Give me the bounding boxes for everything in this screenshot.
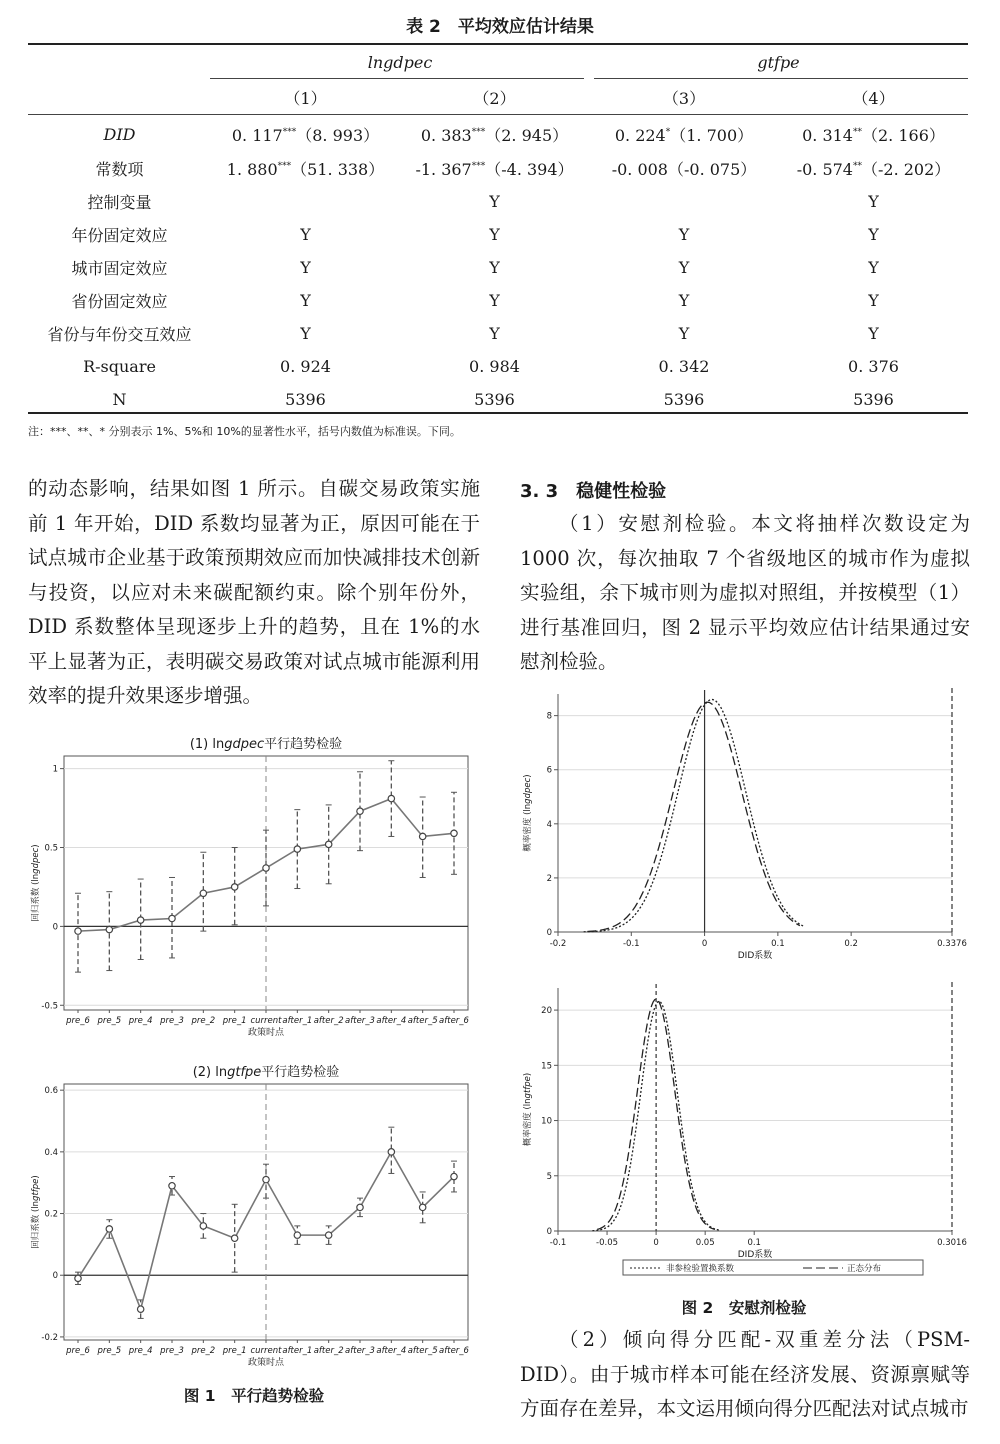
x-axis-label: DID系数: [737, 951, 773, 961]
y-axis-label-var: gtfpe: [523, 1076, 533, 1099]
table-cell: 0. 376: [848, 357, 899, 376]
table-cell: Y: [300, 291, 311, 310]
x-tick-label: 0.3016: [937, 1238, 967, 1248]
table-cell: Y: [489, 324, 500, 343]
table-note: 注：***、**、* 分别表示 1%、5%和 10%的显著性水平，括号内数值为标准误。下同。: [28, 425, 461, 438]
y-axis-label: [522, 774, 533, 851]
table-cell: Y: [868, 291, 879, 310]
data-point: [419, 833, 425, 839]
chart-title-var: gtfpe: [227, 1065, 262, 1080]
table-row: [28, 251, 968, 284]
t-value: （1. 700）: [670, 125, 754, 145]
x-tick-label: pre_6: [66, 1346, 90, 1356]
density-curve: [587, 702, 800, 931]
x-tick-label: 0: [653, 1238, 659, 1248]
table-cell: Y: [300, 258, 311, 277]
table-cell: [779, 116, 968, 152]
legend-label: 非参检验置换系数: [666, 1264, 735, 1274]
t-value: （8. 993）: [296, 125, 380, 145]
chart-title-suffix: 平行趋势检验: [261, 1065, 340, 1080]
x-tick-label: pre_5: [97, 1346, 122, 1356]
x-tick-label: pre_1: [222, 1016, 247, 1026]
table-cell: Y: [868, 324, 879, 343]
data-point: [169, 1183, 175, 1189]
data-point: [294, 1232, 300, 1238]
coef-value: -0. 574: [796, 160, 853, 179]
x-tick-label: after_4: [376, 1016, 407, 1026]
data-point: [451, 1173, 457, 1179]
x-tick-label: after_3: [345, 1346, 375, 1356]
coef-value: -0. 008: [611, 160, 668, 179]
y-tick-label: 15: [541, 1061, 552, 1072]
significance-stars: **: [852, 161, 862, 172]
y-axis-label-suffix: ): [523, 774, 533, 778]
coef-value: 0. 314: [802, 125, 853, 145]
x-tick-label: 0.3376: [937, 939, 967, 949]
chart-title: [190, 736, 342, 752]
x-tick-label: pre_3: [160, 1016, 184, 1026]
table-cell: [211, 152, 400, 185]
y-tick-label: 0: [52, 922, 58, 933]
x-tick-label: pre_2: [191, 1346, 216, 1356]
chart-title-prefix: (2) ln: [192, 1065, 228, 1080]
significance-stars: ***: [282, 127, 297, 138]
x-tick-label: 0.2: [844, 939, 858, 949]
significance-stars: ***: [277, 161, 292, 172]
y-tick-label: -0.5: [41, 1001, 58, 1012]
table-cell: Y: [300, 225, 311, 244]
y-tick-label: 1: [52, 764, 58, 775]
data-point: [388, 1149, 394, 1155]
y-tick-label: 0.4: [44, 1147, 58, 1158]
data-point: [451, 830, 457, 836]
col-num: （3）: [662, 89, 706, 108]
y-axis-label-suffix: ): [31, 844, 41, 848]
x-tick-label: -0.05: [596, 1238, 619, 1248]
coef-value: 0. 117: [231, 125, 283, 145]
table-cell: [779, 152, 968, 185]
data-point: [106, 926, 112, 932]
row-label: 年份固定效应: [71, 226, 168, 245]
x-tick-label: pre_2: [191, 1016, 216, 1026]
table-row: [28, 218, 968, 251]
data-point: [200, 890, 206, 896]
y-tick-label: 0.5: [44, 843, 58, 854]
group-gtfpe: gtfpe: [757, 52, 800, 72]
x-tick-label: pre_4: [128, 1016, 153, 1026]
row-label: N: [112, 390, 127, 409]
chart-title-var: gdpec: [224, 737, 265, 752]
data-point: [200, 1223, 206, 1229]
y-tick-label: 10: [541, 1116, 552, 1127]
group-underline: [210, 78, 584, 79]
x-tick-label: after_6: [439, 1016, 469, 1026]
coef-value: -1. 367: [415, 160, 472, 179]
data-point: [75, 928, 81, 934]
coef-value: 0. 224: [614, 125, 666, 145]
y-axis-label-var: gtfpe: [31, 1178, 41, 1201]
y-tick-label: 4: [546, 819, 552, 830]
table-cell: [211, 116, 400, 152]
table-cell: [211, 185, 400, 218]
left-paragraph: 的动态影响，结果如图 1 所示。自碳交易政策实施前 1 年开始，DID 系数均显著为正，原因可能在于试点城市企业基于政策预期效应而加快减排技术创新与投资，以应对未来碳配额约束。除个别年份外，DID 系数整体呈现逐步上升的趋势，且在 1%的水平上显著为正，表明碳交易政策对试点城市能源利用效率的提升效果逐步增强。: [28, 477, 480, 707]
legend-label: 正态分布: [847, 1264, 882, 1274]
figure2-chart-lngtfpe: [518, 980, 970, 1285]
x-tick-label: -0.2: [549, 939, 567, 949]
x-tick-label: after_4: [376, 1346, 407, 1356]
y-axis-label: [30, 844, 41, 921]
chart-title: [193, 1064, 340, 1080]
coef-value: 0. 383: [420, 125, 472, 145]
t-value: （2. 166）: [861, 125, 945, 145]
table-cell: [589, 152, 779, 185]
row-label: 省份固定效应: [71, 292, 168, 311]
table-cell: Y: [678, 258, 690, 277]
x-tick-label: pre_3: [160, 1346, 184, 1356]
x-tick-label: pre_4: [128, 1346, 153, 1356]
col-num: （2）: [473, 89, 516, 108]
table-cell: 5396: [663, 390, 705, 409]
x-axis-label: 政策时点: [247, 1028, 285, 1038]
table-cell: Y: [489, 258, 500, 277]
x-tick-label: after_1: [282, 1346, 313, 1356]
group-lngdpec: lngdpec: [367, 52, 433, 72]
col-num: （1）: [284, 89, 327, 108]
data-point: [357, 1204, 363, 1210]
y-axis-label: [522, 1073, 533, 1146]
x-tick-label: -0.1: [622, 939, 640, 949]
x-tick-label: 0: [701, 939, 708, 949]
y-axis-label: [30, 1175, 41, 1248]
t-value: （-0. 075）: [667, 160, 757, 179]
x-tick-label: after_2: [313, 1346, 344, 1356]
right-paragraph-2: （2）倾向得分匹配-双重差分法（PSM-DID）。由于城市样本可能在经济发展、资源禀赋等方面存在差异，本文运用倾向得分匹配法对试点城市: [520, 1328, 970, 1420]
x-tick-label: after_2: [313, 1016, 344, 1026]
x-tick-label: after_1: [282, 1016, 313, 1026]
table-cell: 5396: [474, 390, 515, 409]
data-point: [325, 841, 331, 847]
table-colnum-header: [28, 79, 968, 116]
table-cell: 0. 342: [658, 357, 710, 376]
table-cell: Y: [868, 258, 879, 277]
data-point: [263, 865, 269, 871]
chart-title-prefix: (1) ln: [189, 737, 225, 752]
y-tick-label: 8: [546, 711, 552, 722]
x-tick-label: pre_5: [97, 1016, 122, 1026]
x-tick-label: 0.1: [747, 1238, 761, 1248]
y-axis-label-prefix: 概率密度 (ln: [523, 803, 533, 852]
table-group-header: [28, 45, 968, 79]
table-cell: Y: [489, 192, 500, 211]
y-axis-label-prefix: 回归系数 (ln: [31, 1200, 41, 1249]
data-point: [137, 1306, 143, 1312]
chart-title-suffix: 平行趋势检验: [264, 737, 343, 752]
significance-stars: ***: [471, 127, 486, 138]
table-cell: Y: [868, 225, 879, 244]
section-heading: 3. 3 稳健性检验: [520, 481, 667, 502]
data-point: [325, 1232, 331, 1238]
table-cell: 5396: [853, 390, 894, 409]
y-tick-label: 20: [541, 1006, 552, 1017]
table-bottom-rule: [28, 412, 968, 414]
table-cell: [400, 152, 589, 185]
data-point: [75, 1275, 81, 1281]
data-point: [137, 917, 143, 923]
table-header-rule: [28, 114, 968, 115]
x-axis-label: DID系数: [737, 1250, 773, 1260]
row-label: 控制变量: [87, 193, 152, 212]
y-tick-label: -0.2: [41, 1332, 58, 1343]
table-row: [28, 116, 968, 152]
significance-stars: ***: [471, 161, 486, 172]
significance-stars: *: [665, 127, 671, 138]
t-value: （2. 945）: [485, 125, 569, 145]
data-point: [419, 1204, 425, 1210]
data-point: [294, 846, 300, 852]
x-tick-label: 0.05: [695, 1238, 715, 1248]
y-tick-label: 2: [546, 873, 552, 884]
y-tick-label: 0.6: [44, 1086, 58, 1097]
figure1-chart-lngdpec: [28, 730, 480, 1048]
x-tick-label: pre_1: [222, 1346, 247, 1356]
table-row: [28, 152, 968, 185]
table-cell: Y: [678, 291, 690, 310]
figure2-caption: 图 2 安慰剂检验: [681, 1299, 807, 1317]
y-axis-label-suffix: ): [523, 1072, 533, 1077]
coef-value: 1. 880: [226, 160, 278, 179]
table-cell: Y: [300, 324, 311, 343]
x-tick-label: -0.1: [549, 1238, 567, 1248]
table-row: [28, 185, 968, 218]
x-tick-label: after_6: [439, 1346, 469, 1356]
row-label: 省份与年份交互效应: [47, 325, 192, 344]
x-tick-label: pre_6: [66, 1016, 90, 1026]
y-tick-label: 0.2: [44, 1209, 58, 1220]
table-body: [28, 116, 968, 416]
table-cell: 0. 984: [469, 357, 520, 376]
data-point: [231, 884, 237, 890]
table-cell: Y: [678, 324, 690, 343]
table-cell: Y: [489, 225, 500, 244]
t-value: （-2. 202）: [861, 160, 951, 179]
table-cell: Y: [489, 291, 500, 310]
t-value: （-4. 394）: [485, 160, 574, 179]
x-tick-label: after_5: [407, 1016, 438, 1026]
density-curve: [584, 699, 804, 931]
y-axis-label-prefix: 回归系数 (ln: [31, 873, 41, 922]
data-point: [231, 1235, 237, 1241]
results-table: [28, 45, 968, 416]
y-tick-label: 0: [52, 1271, 58, 1282]
data-point: [388, 795, 394, 801]
table-row: [28, 284, 968, 317]
y-tick-label: 6: [546, 765, 552, 776]
x-axis-label: 政策时点: [247, 1358, 285, 1368]
table-cell: Y: [678, 225, 690, 244]
table-cell: [589, 116, 779, 152]
row-label: 城市固定效应: [71, 259, 168, 278]
y-axis-label-suffix: ): [31, 1175, 41, 1179]
y-tick-label: 5: [546, 1171, 552, 1182]
table-cell: [589, 185, 779, 218]
y-tick-label: 0: [546, 1227, 552, 1237]
data-point: [357, 808, 363, 814]
table-cell: Y: [868, 192, 879, 211]
table-row: [28, 317, 968, 350]
plot-frame: [64, 1084, 468, 1340]
y-axis-label-var: gdpec: [31, 847, 41, 874]
row-label: 常数项: [95, 160, 144, 179]
group-underline: [594, 78, 968, 79]
figure1-caption: 图 1 平行趋势检验: [183, 1387, 325, 1405]
table-cell: 0. 924: [280, 357, 331, 376]
right-paragraph-1: （1）安慰剂检验。本文将抽样次数设定为 1000 次，每次抽取 7 个省级地区的城市作为虚拟实验组，余下城市则为虚拟对照组，并按模型（1）进行基准回归，图 2 显示平均效应估计结果通过安慰剂检验。: [520, 512, 970, 673]
y-axis-label-var: gdpec: [523, 777, 533, 804]
figure2-chart-lngdpec: [518, 680, 970, 972]
y-axis-label-prefix: 概率密度 (ln: [523, 1098, 533, 1147]
figure1-chart-lngtfpe: [28, 1058, 480, 1378]
x-tick-label: after_3: [345, 1016, 375, 1026]
data-point: [106, 1226, 112, 1232]
row-label: DID: [103, 124, 136, 144]
x-tick-label: 0.1: [771, 939, 785, 949]
t-value: （51. 338）: [291, 160, 385, 179]
x-tick-label: after_5: [407, 1346, 438, 1356]
x-tick-label: current: [250, 1346, 282, 1356]
row-label: R-square: [83, 357, 156, 376]
data-point: [263, 1176, 269, 1182]
table-cell: [400, 116, 589, 152]
table-row: [28, 350, 968, 383]
table-caption: 表 2 平均效应估计结果: [406, 17, 594, 37]
col-num: （4）: [852, 89, 895, 108]
y-tick-label: 0: [546, 928, 552, 938]
data-point: [169, 915, 175, 921]
significance-stars: **: [852, 127, 862, 138]
x-tick-label: current: [250, 1016, 282, 1026]
table-cell: 5396: [285, 390, 326, 409]
